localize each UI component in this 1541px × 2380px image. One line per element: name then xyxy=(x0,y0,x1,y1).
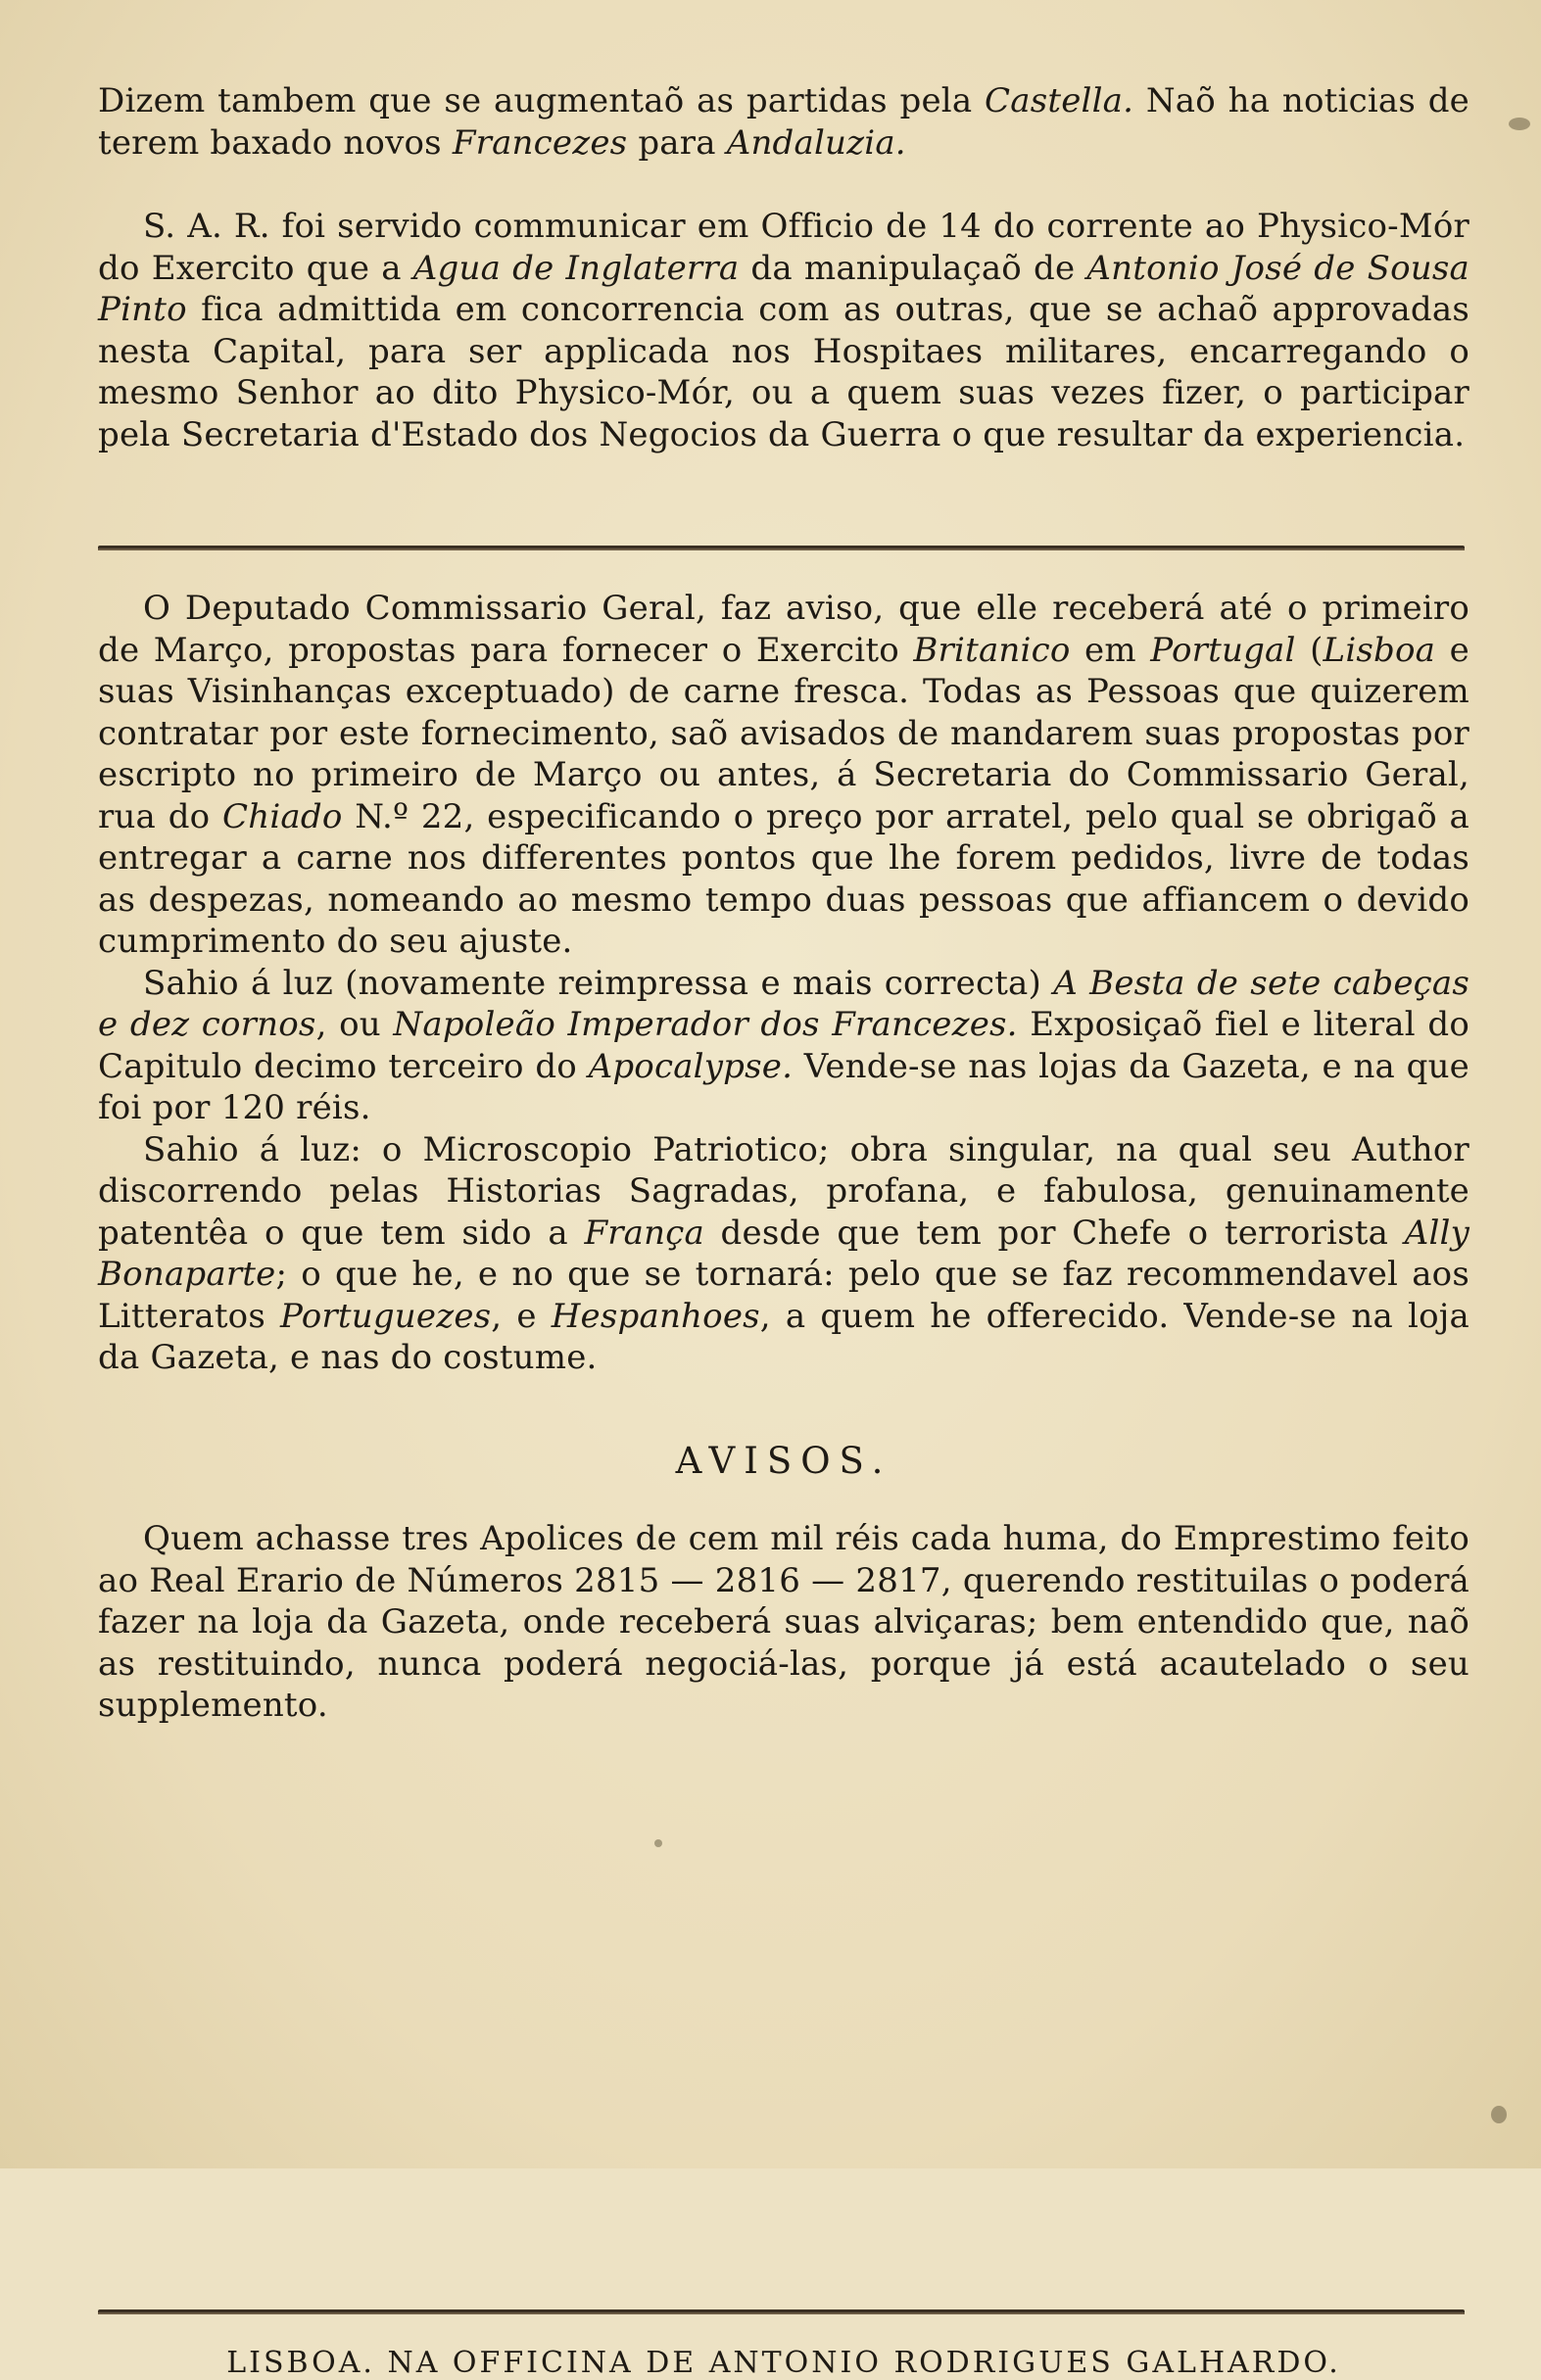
section-divider xyxy=(98,546,1465,552)
place-chiado: Chiado xyxy=(222,796,343,836)
term-hespanhoes: Hespanhoes xyxy=(551,1296,760,1336)
notices-block xyxy=(98,588,1469,1379)
text: da manipulaçaõ de xyxy=(739,248,1087,288)
text: O Deputado Commissario Geral, faz aviso, que elle receberá até o primeiro de Março, propostas para fornecer o Exercito xyxy=(98,589,1469,670)
text: Sahio á luz (novamente reimpressa e mais correcta) xyxy=(143,963,1054,1003)
notice-commissario xyxy=(98,588,1469,963)
text: fica admittida em concorrencia com as outras, que se achaõ approvadas nesta Capital, para ser applicada nos Hospitaes militares, encarregando o mesmo Senhor ao dito Physico-Mór, ou a quem suas vezes fizer, o participar pela Secretaria d'Estado dos Negocios da Guerra o que resultar da experiencia. xyxy=(98,290,1469,454)
avisos-heading: AVISOS. xyxy=(675,1440,892,1482)
text: desde que tem por Chefe o terrorista xyxy=(703,1213,1405,1253)
term-britanico: Britanico xyxy=(913,630,1071,670)
text: para xyxy=(627,122,727,163)
term-francezes: Francezes xyxy=(452,122,628,163)
paper-speck xyxy=(654,1839,662,1847)
text: ( xyxy=(1295,630,1324,670)
text: , a quem he offerecido. Vende-se na loja da Gazeta, e nas do costume. xyxy=(98,1296,1469,1377)
imprint-divider xyxy=(98,2309,1465,2316)
text: Naõ ha noticias de terem baxado novos xyxy=(98,81,1469,163)
text: N.º 22, especificando o preço por arratel, pelo qual se obrigaõ a entregar a carne nos differentes pontos que lhe forem pedidos, livre de todas as despezas, nomeando ao mesmo tempo duas pessoas que affiancem o devido cumprimento do seu ajuste. xyxy=(98,796,1470,961)
imprint-line: LISBOA. NA OFFICINA DE ANTONIO RODRIGUES GALHARDO. xyxy=(226,2346,1341,2380)
place-lisboa: Lisboa xyxy=(1323,630,1436,670)
text: e suas Visinhanças exceptuado) de carne fresca. Todas as Pessoas que quizerem contratar por este fornecimento, saõ avisados de mandarem suas propostas por escripto no primeiro de Março ou antes, á Secretaria do Commissario Geral, rua do xyxy=(98,630,1469,836)
place-andaluzia: Andaluzia. xyxy=(726,122,906,163)
paper-stain xyxy=(1491,2106,1507,2123)
text: Dizem tambem que se augmentaõ as partidas pela xyxy=(98,81,986,120)
text: ; o que he, e no que se tornará: pelo que se faz recommendavel aos Litteratos xyxy=(98,1255,1469,1336)
text: Exposiçaõ fiel e literal do Capitulo decimo terceiro do xyxy=(98,1005,1470,1086)
text: S. A. R. foi servido communicar em Officio de 14 do corrente ao Physico-Mór do Exercito que a xyxy=(98,207,1469,288)
text: Sahio á luz: o Microscopio Patriotico; obra singular, na qual seu Author discorrendo pelas Historias Sagradas, profana, e fabulosa, genuinamente patentêa o que tem sido a xyxy=(98,1129,1469,1253)
person-antonio-pinto: Antonio José de Sousa Pinto xyxy=(98,248,1469,329)
term-agua-inglaterra: Agua de Inglaterra xyxy=(412,248,740,288)
paper-stain xyxy=(1509,118,1530,130)
aviso-apolices xyxy=(98,1518,1469,1727)
place-franca: França xyxy=(584,1213,704,1253)
notice-besta xyxy=(98,963,1469,1129)
place-portugal: Portugal xyxy=(1150,630,1296,670)
term-apocalypse: Apocalypse. xyxy=(588,1046,794,1086)
term-portuguezes: Portuguezes xyxy=(280,1296,492,1336)
aviso-text: Quem achasse tres Apolices de cem mil réis cada huma, do Emprestimo feito ao Real Erario de Números 2815 — 2816 — 2817, querendo restituilas o poderá fazer na loja da Gazeta, onde receberá suas alviçaras; bem entendido que, naõ as restituindo, nunca poderá negociá-las, porque já está acautelado o seu supplemento. xyxy=(98,1519,1469,1725)
place-castella: Castella. xyxy=(985,81,1134,120)
person-ally-bonaparte: Ally Bonaparte xyxy=(98,1213,1470,1294)
text: em xyxy=(1070,630,1151,670)
text: Vende-se nas lojas da Gazeta, e na que foi por 120 réis. xyxy=(98,1046,1469,1127)
title-napoleao: Napoleão Imperador dos Francezes. xyxy=(393,1005,1018,1044)
text: , e xyxy=(491,1296,552,1336)
text: , ou xyxy=(315,1005,394,1044)
news-paragraph-castella xyxy=(98,80,1469,164)
title-besta: A Besta de sete cabeças e dez cornos xyxy=(98,963,1469,1044)
news-paragraph-agua-inglaterra xyxy=(98,206,1469,455)
notice-microscopio xyxy=(98,1129,1469,1379)
